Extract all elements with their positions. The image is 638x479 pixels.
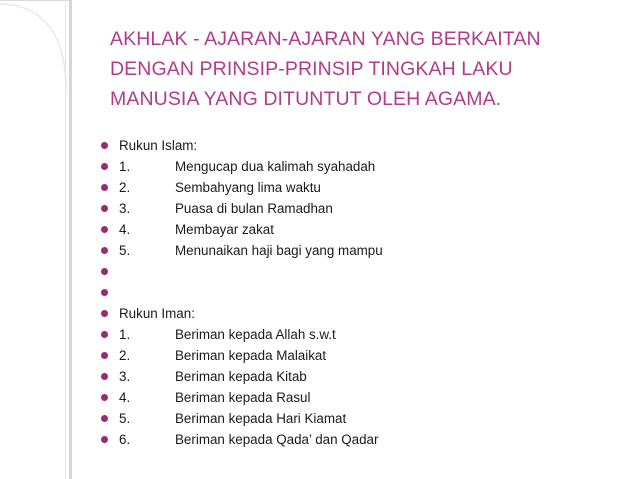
section-heading: Rukun Islam: bbox=[119, 138, 198, 153]
list-item bbox=[101, 408, 601, 429]
list-item bbox=[101, 387, 601, 408]
bullet-icon bbox=[101, 289, 108, 296]
section-heading: Rukun Iman: bbox=[119, 306, 195, 321]
item-number: 2. bbox=[119, 180, 131, 195]
item-number: 2. bbox=[119, 348, 131, 363]
bullet-icon bbox=[101, 163, 108, 170]
title-line: DENGAN PRINSIP-PRINSIP TINGKAH LAKU bbox=[110, 58, 513, 80]
item-number: 1. bbox=[119, 327, 131, 342]
item-text: Membayar zakat bbox=[175, 222, 274, 237]
item-text: Sembahyang lima waktu bbox=[175, 180, 321, 195]
item-number: 1. bbox=[119, 159, 131, 174]
bullet-list bbox=[101, 135, 601, 450]
list-item bbox=[101, 366, 601, 387]
list-item bbox=[101, 156, 601, 177]
list-item bbox=[101, 177, 601, 198]
bullet-icon bbox=[101, 436, 108, 443]
bullet-icon bbox=[101, 394, 108, 401]
slide-title bbox=[110, 24, 610, 114]
item-number: 6. bbox=[119, 432, 131, 447]
item-text: Menunaikan haji bagi yang mampu bbox=[175, 243, 383, 258]
item-number: 4. bbox=[119, 222, 131, 237]
list-item bbox=[101, 345, 601, 366]
decorative-frame-line bbox=[69, 0, 72, 479]
item-number: 3. bbox=[119, 201, 131, 216]
bullet-icon bbox=[101, 268, 108, 275]
bullet-icon bbox=[101, 226, 108, 233]
bullet-icon bbox=[101, 373, 108, 380]
item-number: 3. bbox=[119, 369, 131, 384]
item-number: 4. bbox=[119, 390, 131, 405]
item-number: 5. bbox=[119, 411, 131, 426]
bullet-icon bbox=[101, 331, 108, 338]
list-item bbox=[101, 240, 601, 261]
bullet-icon bbox=[101, 205, 108, 212]
list-item bbox=[101, 135, 601, 156]
list-item bbox=[101, 198, 601, 219]
list-item bbox=[101, 219, 601, 240]
item-text: Beriman kepada Rasul bbox=[175, 390, 311, 405]
item-text: Beriman kepada Qada’ dan Qadar bbox=[175, 432, 379, 447]
list-item bbox=[101, 303, 601, 324]
list-item bbox=[101, 429, 601, 450]
list-item bbox=[101, 261, 601, 282]
title-line: MANUSIA YANG DITUNTUT OLEH AGAMA. bbox=[110, 88, 502, 110]
decorative-frame-corner bbox=[0, 0, 74, 90]
bullet-icon bbox=[101, 415, 108, 422]
item-text: Beriman kepada Kitab bbox=[175, 369, 307, 384]
bullet-icon bbox=[101, 142, 108, 149]
bullet-icon bbox=[101, 184, 108, 191]
title-line: AKHLAK - AJARAN-AJARAN YANG BERKAITAN bbox=[110, 28, 541, 50]
decorative-frame-line-inner bbox=[65, 0, 66, 479]
bullet-icon bbox=[101, 247, 108, 254]
bullet-icon bbox=[101, 310, 108, 317]
item-text: Beriman kepada Malaikat bbox=[175, 348, 327, 363]
item-text: Mengucap dua kalimah syahadah bbox=[175, 159, 376, 174]
list-item bbox=[101, 282, 601, 303]
item-text: Beriman kepada Allah s.w.t bbox=[175, 327, 336, 342]
bullet-icon bbox=[101, 352, 108, 359]
list-item bbox=[101, 324, 601, 345]
item-text: Beriman kepada Hari Kiamat bbox=[175, 411, 347, 426]
item-number: 5. bbox=[119, 243, 131, 258]
item-text: Puasa di bulan Ramadhan bbox=[175, 201, 333, 216]
